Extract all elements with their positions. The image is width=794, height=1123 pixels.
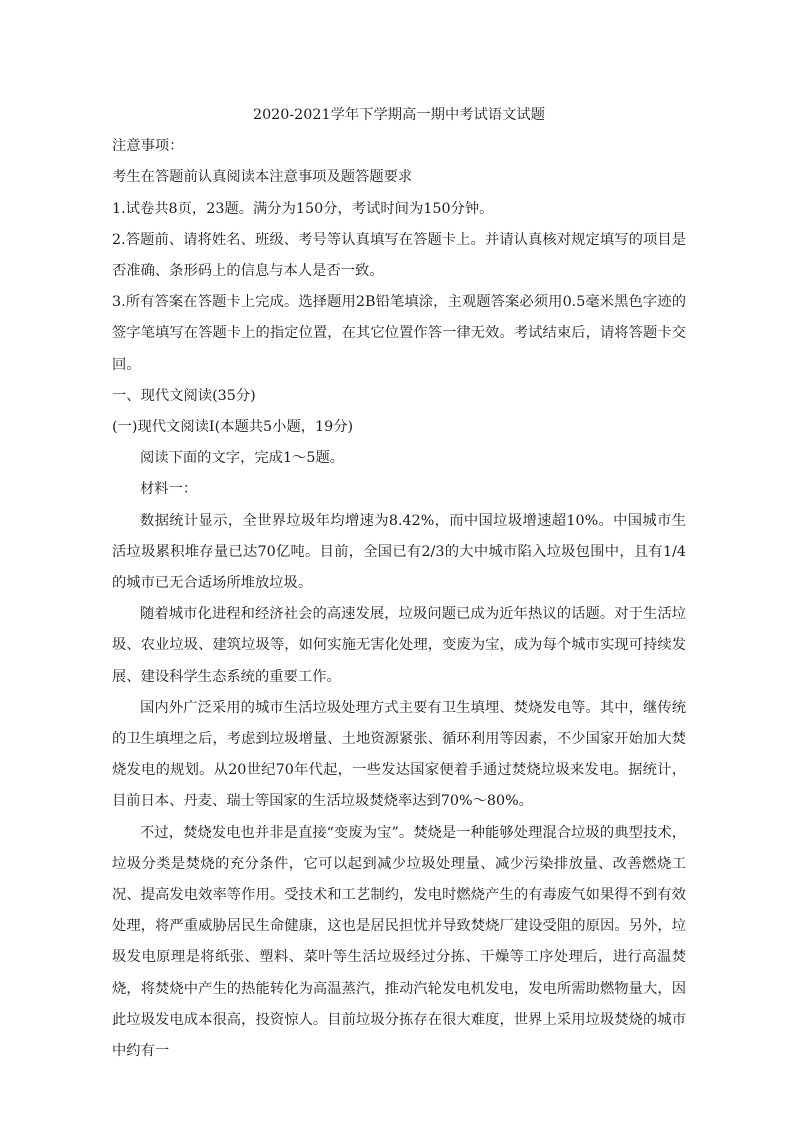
- body-paragraph: 随着城市化进程和经济社会的高速发展，垃圾问题已成为近年热议的话题。对于生活垃圾、农业垃圾、建筑垃圾等，如何实施无害化处理，变废为宝，成为每个城市实现可持续发展、建设科学生态系统的重要工作。: [112, 606, 686, 685]
- reading-instruction: 阅读下面的文字，完成1～5题。: [140, 450, 345, 467]
- body-paragraph: 国内外广泛采用的城市生活垃圾处理方式主要有卫生填埋、焚烧发电等。其中，继传统的卫生填埋之后，考虑到垃圾增量、土地资源紧张、循环利用等因素，不少国家开始加大焚烧发电的规划。从20世纪70年代起，一些发达国家便着手通过焚烧垃圾来发电。据统计，目前日本、丹麦、瑞士等国家的生活垃圾焚烧率达到70%～80%。: [112, 699, 686, 810]
- body-paragraph: 不过，焚烧发电也并非是直接“变废为宝”。焚烧是一种能够处理混合垃圾的典型技术，垃圾分类是焚烧的充分条件，它可以起到减少垃圾处理量、减少污染排放量、改善燃烧工况、提高发电效率等作用。受技术和工艺制约，发电时燃烧产生的有毒废气如果得不到有效处理，将严重威胁居民生命健康，这也是居民担忧并导致焚烧厂建设受阻的原因。另外，垃圾发电原理是将纸张、塑料、菜叶等生活垃圾经过分拣、干燥等工序处理后，进行高温焚烧，将焚烧中产生的热能转化为高温蒸汽，推动汽轮发电机发电，发电所需助燃物量大，因此垃圾发电成本很高，投资惊人。目前垃圾分拣存在很大难度，世界上采用垃圾焚烧的城市中约有一: [112, 824, 686, 1060]
- notice-intro: 考生在答题前认真阅读本注意事项及题答题要求: [112, 169, 413, 186]
- notice-heading: 注意事项：: [112, 138, 184, 155]
- subsection-heading: (一)现代文阅读I(本题共5小题，19分): [112, 419, 354, 436]
- rule-item: 1.试卷共8页，23题。满分为150分，考试时间为150分钟。: [112, 200, 494, 217]
- body-paragraph: 数据统计显示，全世界垃圾年均增速为8.42%，而中国垃圾增速超10%。中国城市生活垃圾累积堆存量已达70亿吨。目前，全国已有2/3的大中城市陷入垃圾包围中，且有1/4的城市已无合适场所堆放垃圾。: [112, 512, 686, 592]
- section-heading: 一、现代文阅读(35分): [112, 387, 256, 404]
- exam-title: 2020-2021学年下学期高一期中考试语文试题: [252, 107, 546, 123]
- rule-item: 2.答题前、请将姓名、班级、考号等认真填写在答题卡上。并请认真核对规定填写的项目是否准确、条形码上的信息与本人是否一致。: [112, 231, 686, 280]
- material-label: 材料一：: [140, 481, 198, 498]
- rule-item: 3.所有答案在答题卡上完成。选择题用2B铅笔填涂，主观题答案必须用0.5毫米黑色字迹的签字笔填写在答题卡上的指定位置，在其它位置作答一律无效。考试结束后，请将答题卡交回。: [112, 294, 686, 373]
- exam-page: [112, 100, 686, 1067]
